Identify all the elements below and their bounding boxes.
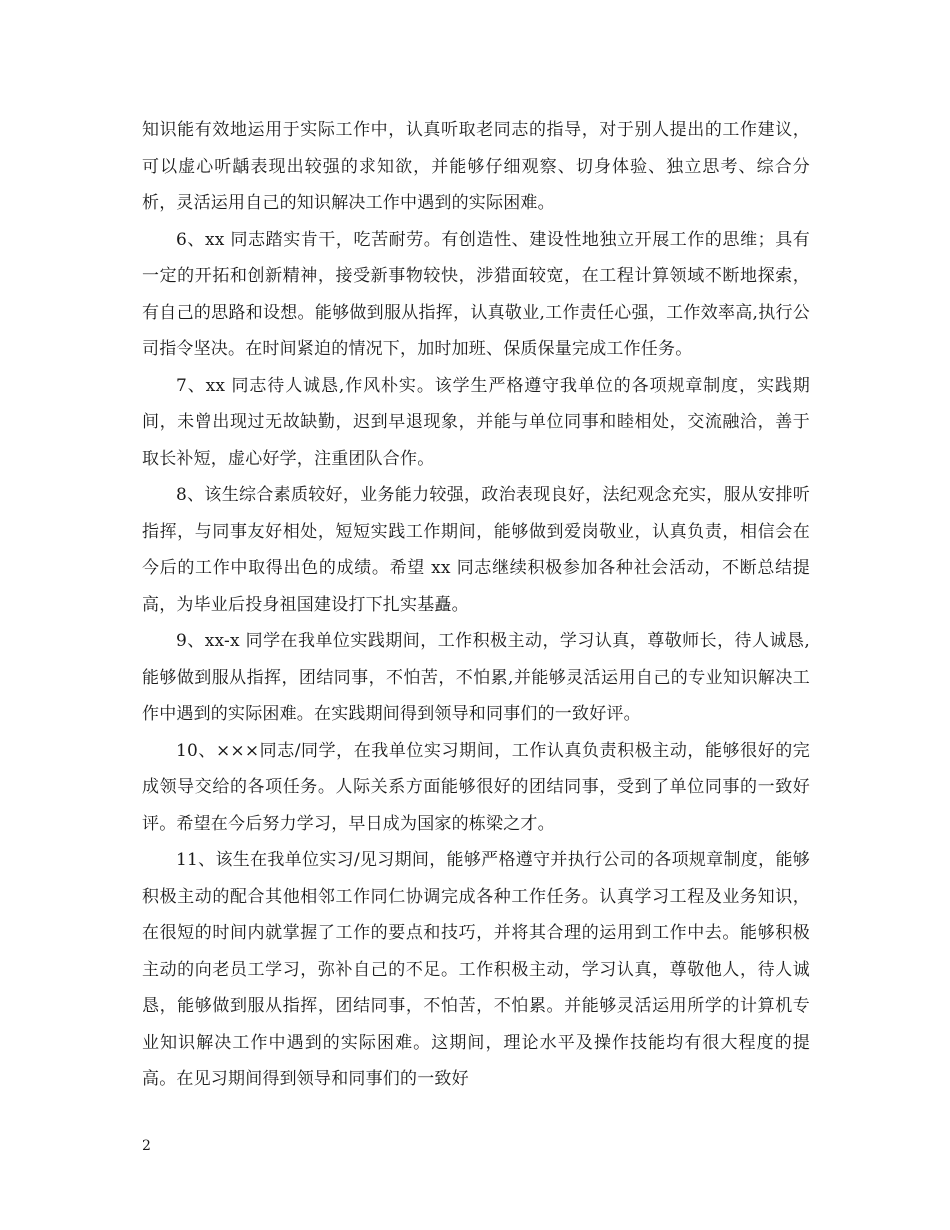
paragraph-continuation: 知识能有效地运用于实际工作中，认真听取老同志的指导，对于别人提出的工作建议，可以虚心听龋表现出较强的求知欲，并能够仔细观察、切身体验、独立思考、综合分析，灵活运用自己的知识解决工作中遇到的实际困难。 — [142, 120, 810, 213]
page-number: 2 — [142, 1138, 151, 1154]
paragraph-item-7: 7、xx 同志待人诚恳,作风朴实。该学生严格遵守我单位的各项规章制度，实践期间，未曾出现过无故缺勤，迟到早退现象，并能与单位同事和睦相处，交流融洽，善于取长补短，虚心好学，注重团队合作。 — [142, 375, 810, 469]
paragraph-item-6: 6、xx 同志踏实肯干，吃苦耐劳。有创造性、建设性地独立开展工作的思维；具有一定的开拓和创新精神，接受新事物较快，涉猎面较宽，在工程计算领域不断地探索，有自己的思路和设想。能够做到服从指挥，认真敬业,工作责任心强，工作效率高,执行公司指令坚决。在时间紧迫的情况下，加时加班、保质保量完成工作任务。 — [142, 229, 810, 359]
paragraph-item-10: 10、×××同志/同学，在我单位实习期间，工作认真负责积极主动，能够很好的完成领导交给的各项任务。人际关系方面能够很好的团结同事，受到了单位同事的一致好评。希望在今后努力学习，早日成为国家的栋梁之才。 — [142, 740, 810, 834]
paragraph-item-8: 8、该生综合素质较好，业务能力较强，政治表现良好，法纪观念充实，服从安排听指挥，与同事友好相处，短短实践工作期间，能够做到爱岗敬业，认真负责，相信会在今后的工作中取得出色的成绩。希望 xx 同志继续积极参加各种社会活动，不断总结提高，为毕业后投身祖国建设打下扎实基矗。 — [142, 485, 810, 615]
paragraph-item-9: 9、xx-x 同学在我单位实践期间，工作积极主动，学习认真，尊敬师长，待人诚恳,能够做到服从指挥，团结同事，不怕苦，不怕累,并能够灵活运用自己的专业知识解决工作中遇到的实际困难。在实践期间得到领导和同事们的一致好评。 — [142, 631, 810, 724]
paragraph-item-11: 11、该生在我单位实习/见习期间，能够严格遵守并执行公司的各项规章制度，能够积极主动的配合其他相邻工作同仁协调完成各种工作任务。认真学习工程及业务知识，在很短的时间内就掌握了工作的要点和技巧，并将其合理的运用到工作中去。能够积极主动的向老员工学习，弥补自己的不足。工作积极主动，学习认真，尊敬他人，待人诚恳，能够做到服从指挥，团结同事，不怕苦，不怕累。并能够灵活运用所学的计算机专业知识解决工作中遇到的实际困难。这期间，理论水平及操作技能均有很大程度的提高。在见习期间得到领导和同事们的一致好 — [142, 850, 810, 1089]
document-body — [142, 112, 810, 1098]
